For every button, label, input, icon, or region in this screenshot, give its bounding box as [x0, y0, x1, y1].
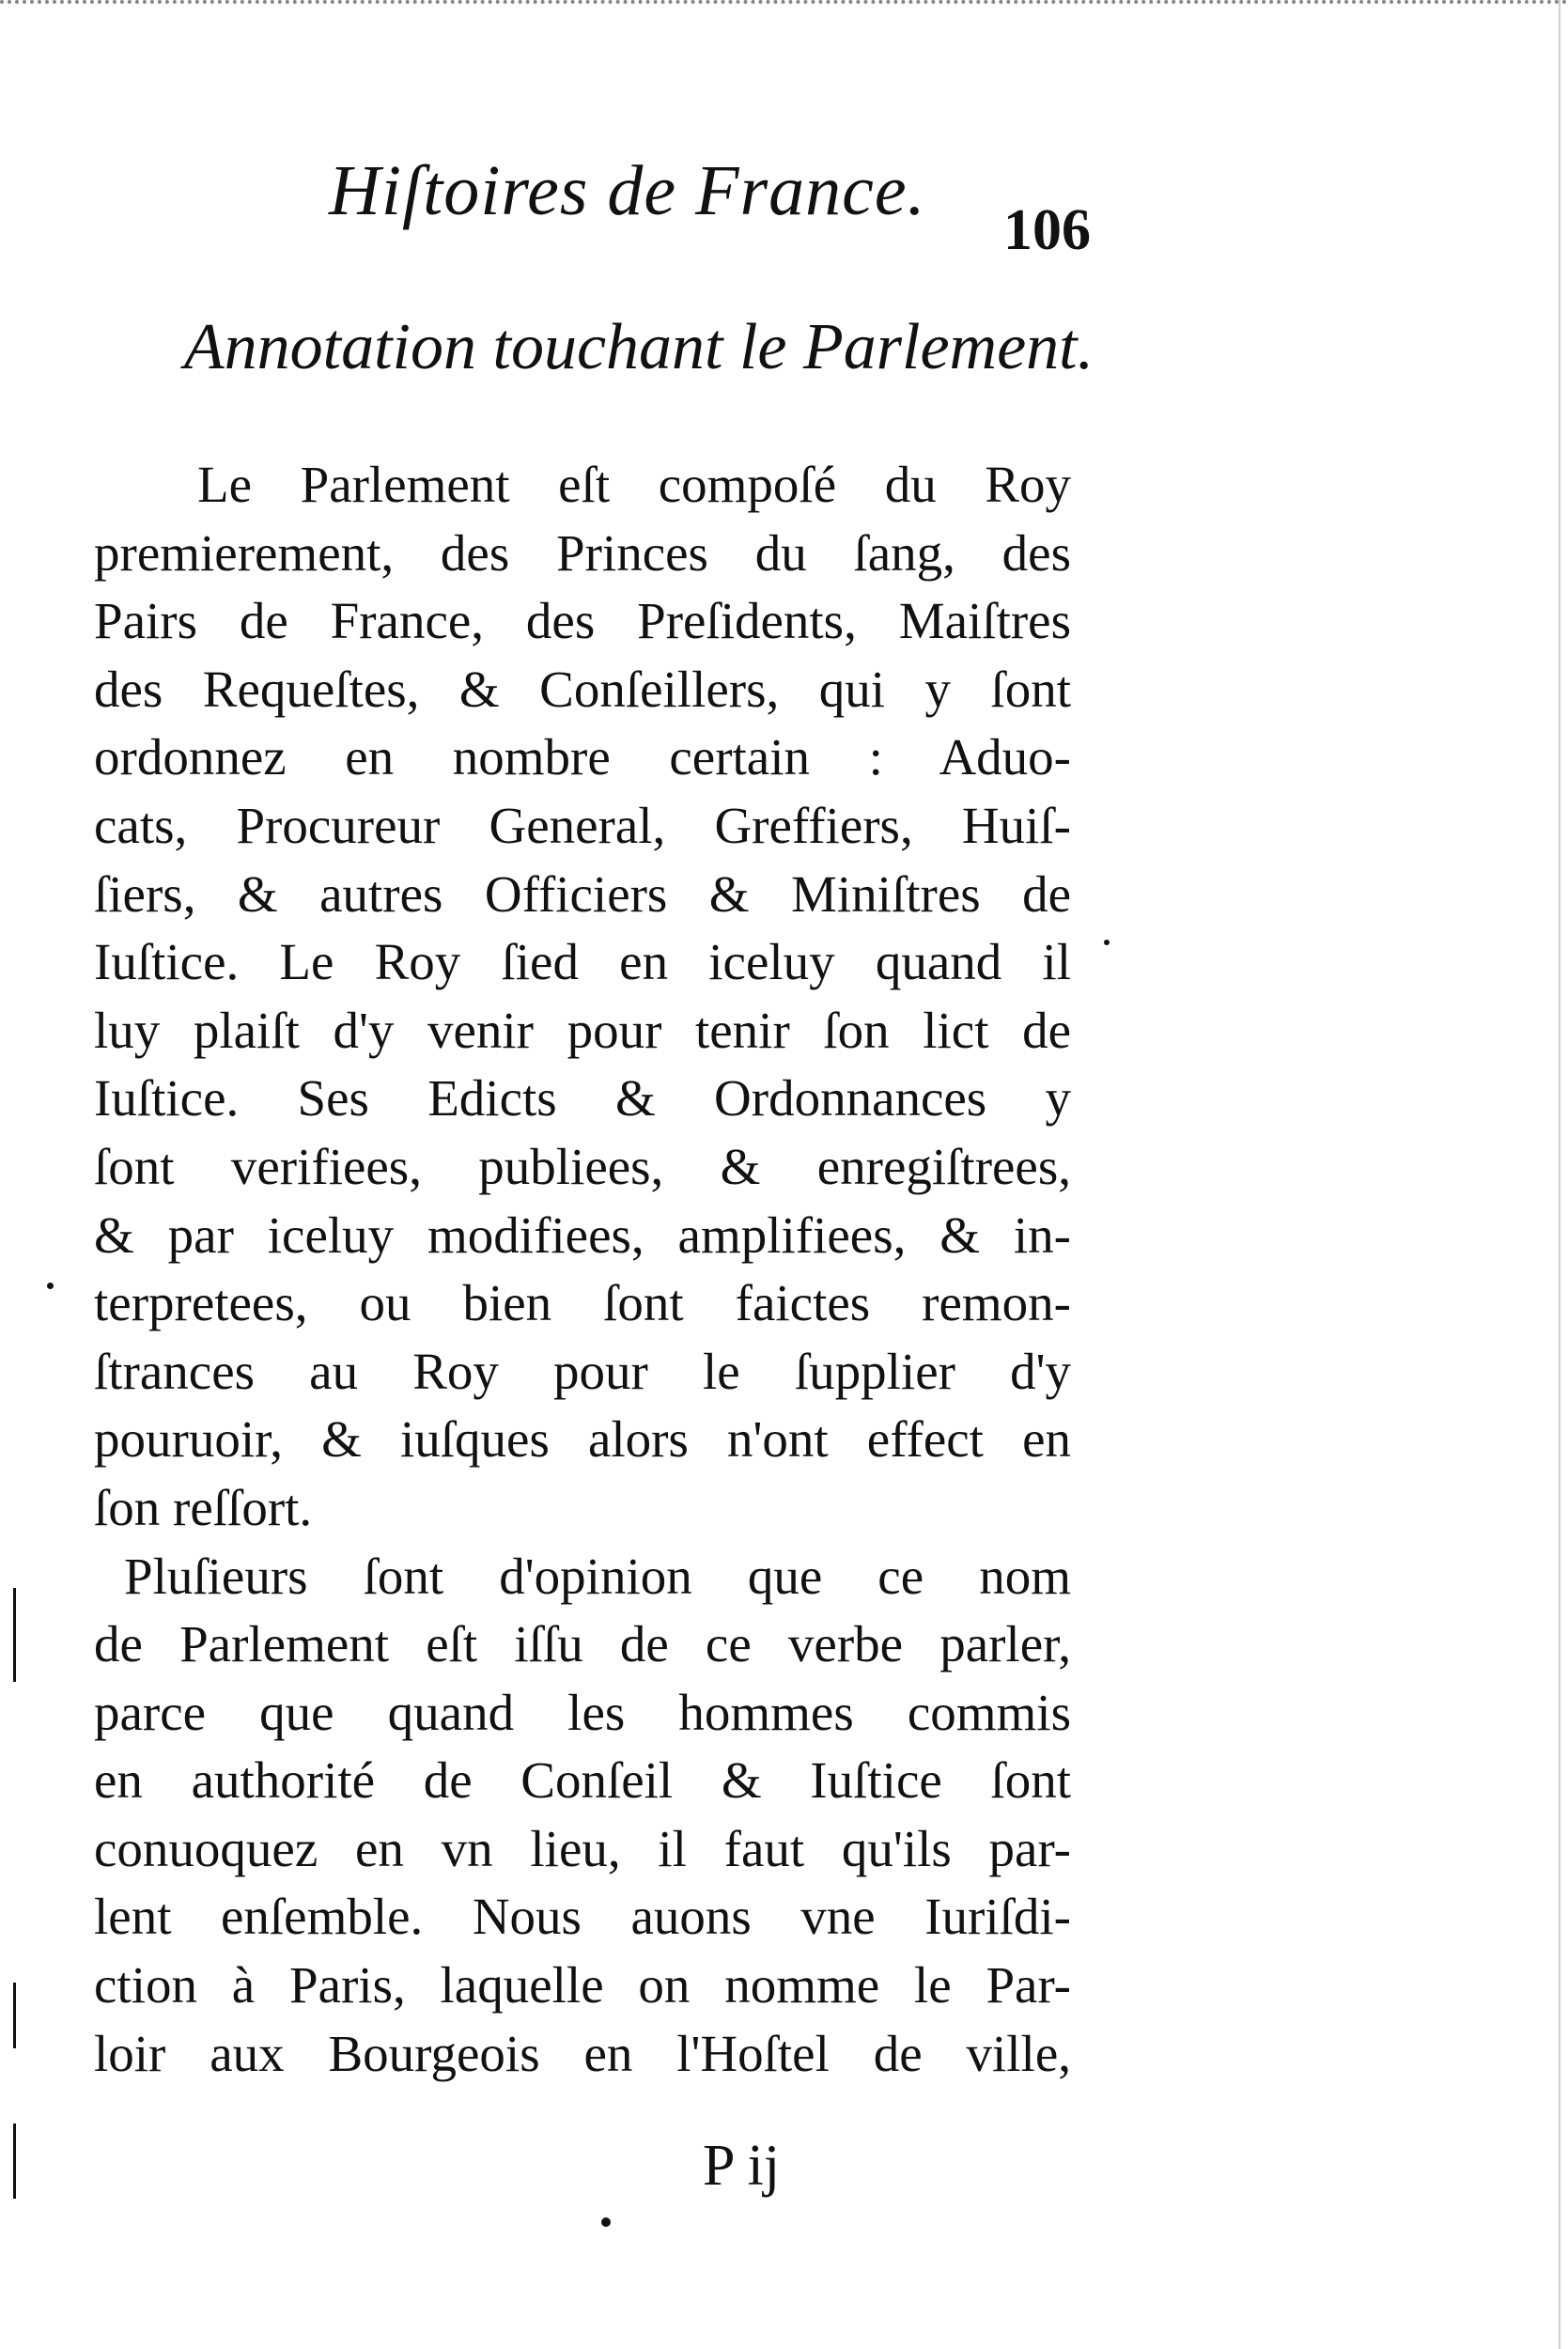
text-line: loir aux Bourgeois en l'Hoſtel de ville,: [94, 2024, 1071, 2082]
page-right-edge: [1559, 0, 1560, 2349]
text-line: cats, Procureur General, Greffiers, Huiſ-: [94, 796, 1071, 854]
text-line: Iuſtice. Ses Edicts & Ordonnances y: [94, 1069, 1071, 1128]
section-heading: Annotation touchant le Parlement.: [183, 311, 1094, 383]
body-text: [94, 451, 1071, 2088]
text-line: & par iceluy modifiees, amplifiees, & in-: [94, 1206, 1071, 1264]
text-line: en authorité de Conſeil & Iuſtice ſont: [94, 1751, 1071, 1810]
running-title: Hiſtoires de France.: [329, 151, 926, 230]
ink-speck: [1104, 940, 1110, 945]
signature-mark: P ij: [703, 2134, 781, 2198]
text-line: parce que quand les hommes commis: [94, 1683, 1071, 1741]
text-line: ſiers, & autres Officiers & Miniſtres de: [94, 864, 1071, 923]
text-line: premierement, des Princes du ſang, des: [94, 523, 1071, 582]
text-line: ſont verifiees, publiees, & enregiſtrees,: [94, 1137, 1071, 1195]
text-line: de Parlement eſt iſſu de ce verbe parler,: [94, 1615, 1071, 1673]
text-line: Pluſieurs ſont d'opinion que ce nom: [124, 1547, 1071, 1605]
text-line: conuoquez en vn lieu, il faut qu'ils par-: [94, 1819, 1071, 1877]
text-line: terpretees, ou bien ſont faictes remon-: [94, 1274, 1071, 1332]
text-line: ction à Paris, laquelle on nomme le Par-: [94, 1956, 1071, 2015]
text-line: luy plaiſt d'y venir pour tenir ſon lict de: [94, 1001, 1071, 1059]
text-line: des Requeſtes, & Conſeillers, qui y ſont: [94, 660, 1071, 718]
text-line: Le Parlement eſt compoſé du Roy: [197, 456, 1071, 513]
margin-rule: [13, 1588, 16, 1682]
text-line: ordonnez en nombre certain : Aduo-: [94, 728, 1071, 786]
text-line: Pairs de France, des Preſidents, Maiſtres: [94, 592, 1071, 650]
page-top-edge: [0, 0, 1568, 17]
text-line: Iuſtice. Le Roy ſied en iceluy quand il: [94, 933, 1071, 991]
ink-speck: [601, 2217, 611, 2227]
ink-speck: [47, 1283, 54, 1289]
margin-rule: [13, 1983, 16, 2048]
text-line: ſtrances au Roy pour le ſupplier d'y: [94, 1342, 1071, 1400]
text-line: lent enſemble. Nous auons vne Iuriſdi-: [94, 1888, 1071, 1946]
page-number: 106: [1003, 198, 1091, 262]
text-line: pouruoir, & iuſques alors n'ont effect en: [94, 1410, 1071, 1469]
text-line: ſon reſſort.: [94, 1478, 313, 1536]
margin-rule: [13, 2123, 16, 2199]
